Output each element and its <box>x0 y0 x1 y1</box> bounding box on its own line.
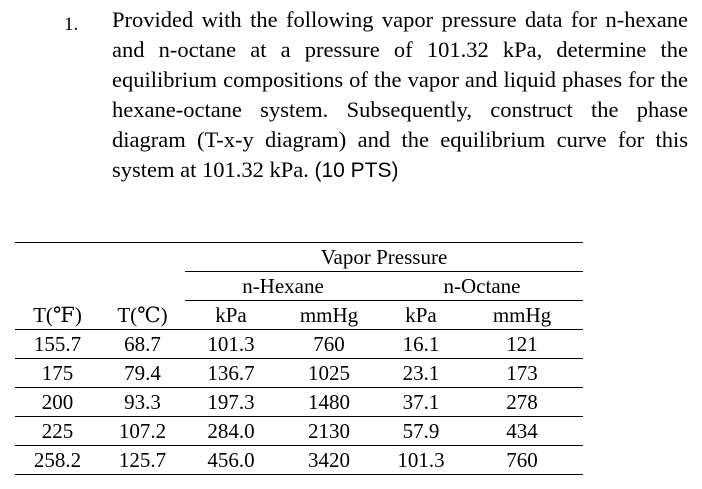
column-header: T(℃) <box>100 301 185 330</box>
table-cell: 136.7 <box>185 359 277 388</box>
table-cell: 1480 <box>277 388 381 417</box>
column-header: T(℉) <box>15 301 100 330</box>
table-cell: 125.7 <box>100 446 185 475</box>
n-hexane-header: n-Hexane <box>185 272 381 301</box>
table-cell: 155.7 <box>15 330 100 359</box>
table-cell: 197.3 <box>185 388 277 417</box>
problem-number: 1. <box>64 14 79 35</box>
table-cell: 16.1 <box>381 330 461 359</box>
header-row-units <box>15 301 583 330</box>
table-cell: 101.3 <box>185 330 277 359</box>
table-cell: 200 <box>15 388 100 417</box>
table-cell: 278 <box>461 388 583 417</box>
table-cell: 93.3 <box>100 388 185 417</box>
table-cell: 175 <box>15 359 100 388</box>
column-header: mmHg <box>461 301 583 330</box>
table-cell: 37.1 <box>381 388 461 417</box>
table-cell: 79.4 <box>100 359 185 388</box>
vapor-pressure-table <box>15 242 583 475</box>
table-cell: 760 <box>277 330 381 359</box>
table-cell: 107.2 <box>100 417 185 446</box>
table-row <box>15 359 583 388</box>
header-row-group <box>15 243 583 272</box>
table-cell: 225 <box>15 417 100 446</box>
table-row <box>15 446 583 475</box>
table-cell: 2130 <box>277 417 381 446</box>
problem-statement: Provided with the following vapor pressure data for n-hexane and n-octane at a pressure of 101.32 kPa, determine the equilibrium compositions of the vapor and liquid phases for the hexane-octane system. Subsequently, construct the phase diagram (T-x-y diagram) and the equilibrium curve for this system at 101.32 kPa. <box>112 7 688 182</box>
table-cell: 23.1 <box>381 359 461 388</box>
table-cell: 284.0 <box>185 417 277 446</box>
points-label: (10 PTS) <box>314 159 399 182</box>
table-cell: 258.2 <box>15 446 100 475</box>
table-cell: 1025 <box>277 359 381 388</box>
table-cell: 57.9 <box>381 417 461 446</box>
header-row-components <box>15 272 583 301</box>
table-cell: 3420 <box>277 446 381 475</box>
column-header: kPa <box>381 301 461 330</box>
table-row <box>15 417 583 446</box>
table-cell: 456.0 <box>185 446 277 475</box>
table-row <box>15 388 583 417</box>
table-cell: 121 <box>461 330 583 359</box>
column-header: kPa <box>185 301 277 330</box>
table-cell: 173 <box>461 359 583 388</box>
table-row <box>15 330 583 359</box>
vapor-pressure-header: Vapor Pressure <box>185 243 583 272</box>
table-cell: 434 <box>461 417 583 446</box>
table-cell: 760 <box>461 446 583 475</box>
header-blank <box>15 272 185 301</box>
problem-text <box>112 5 688 186</box>
table-cell: 101.3 <box>381 446 461 475</box>
column-header: mmHg <box>277 301 381 330</box>
n-octane-header: n-Octane <box>381 272 583 301</box>
table-cell: 68.7 <box>100 330 185 359</box>
header-blank <box>15 243 185 272</box>
